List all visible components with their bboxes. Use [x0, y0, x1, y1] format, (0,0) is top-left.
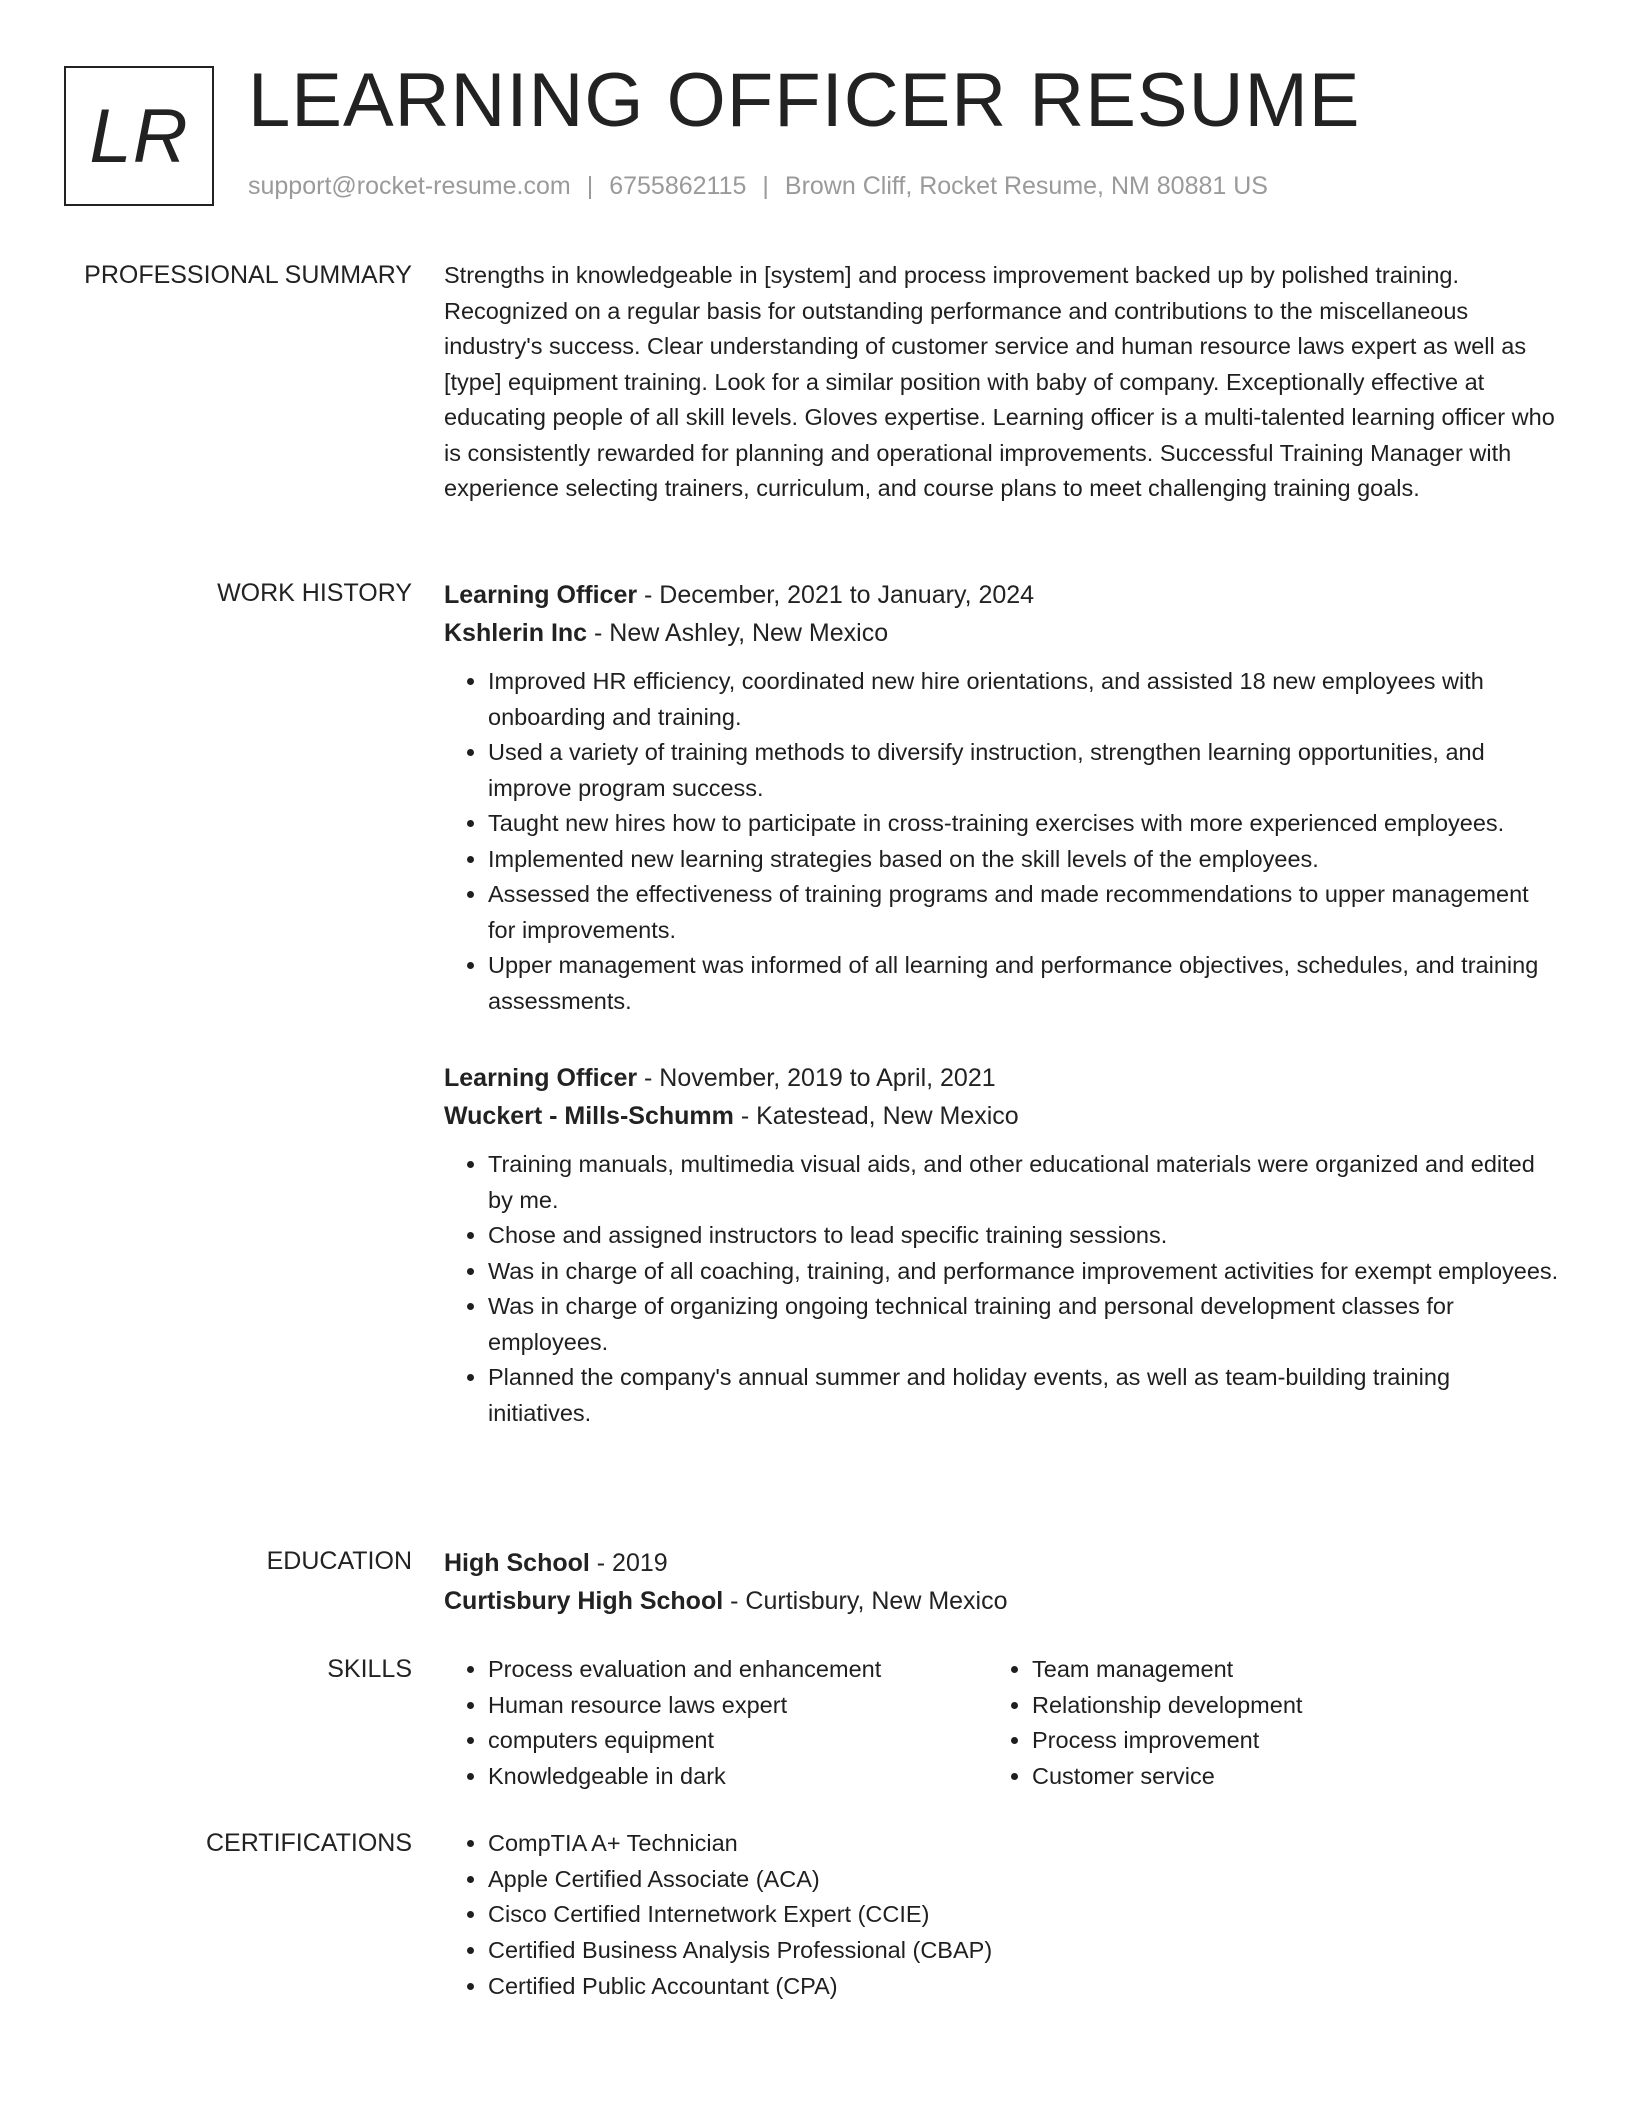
- education-body: [444, 1544, 1559, 1620]
- education-year: - 2019: [589, 1549, 668, 1577]
- section-label-work-history: WORK HISTORY: [217, 579, 412, 607]
- certification-item: • CompTIA A+ Technician: [488, 1826, 1559, 1862]
- skill-item: • Relationship development: [1032, 1688, 1532, 1724]
- contact-address: Brown Cliff, Rocket Resume, NM 80881 US: [784, 172, 1268, 200]
- job-location: - Katestead, New Mexico: [733, 1102, 1019, 1130]
- job-bullets: [444, 664, 1559, 1019]
- job-bullet: • Training manuals, multimedia visual aids, and other educational materials were organized and edited by me.: [488, 1147, 1559, 1218]
- work-history-body: [444, 576, 1559, 1431]
- education-degree: High School: [444, 1549, 590, 1577]
- section-label-education: EDUCATION: [266, 1547, 412, 1575]
- job-company-line: [444, 1097, 1559, 1135]
- job-entry: [444, 576, 1559, 1019]
- job-bullet: • Implemented new learning strategies based on the skill levels of the employees.: [488, 842, 1559, 878]
- job-title-line: [444, 576, 1559, 614]
- certification-item: • Apple Certified Associate (ACA): [488, 1862, 1559, 1898]
- contact-email[interactable]: support@rocket-resume.com: [248, 172, 571, 200]
- section-label-certifications: CERTIFICATIONS: [205, 1829, 412, 1857]
- certification-item: • Certified Public Accountant (CPA): [488, 1969, 1559, 2005]
- job-bullet: • Improved HR efficiency, coordinated new hire orientations, and assisted 18 new employees with onboarding and training.: [488, 664, 1559, 735]
- contact-separator: |: [586, 172, 594, 200]
- contact-phone[interactable]: 6755862115: [609, 172, 747, 200]
- skills-body: [444, 1652, 1559, 1795]
- job-bullet: • Was in charge of all coaching, training, and performance improvement activities for exempt employees.: [488, 1254, 1559, 1290]
- skills-list-right: [988, 1652, 1532, 1795]
- certification-item: • Cisco Certified Internetwork Expert (CCIE): [488, 1897, 1559, 1933]
- contact-separator: |: [762, 172, 769, 200]
- skill-item: • Human resource laws expert: [488, 1688, 988, 1724]
- skills-columns: [444, 1652, 1559, 1795]
- job-bullet: • Taught new hires how to participate in cross-training exercises with more experienced employees.: [488, 806, 1559, 842]
- job-bullet: • Used a variety of training methods to diversify instruction, strengthen learning opportunities, and improve program success.: [488, 735, 1559, 806]
- job-dates: - November, 2019 to April, 2021: [637, 1064, 996, 1092]
- certifications-list: [444, 1826, 1559, 2005]
- skill-item: • Team management: [1032, 1652, 1532, 1688]
- education-school-line: [444, 1582, 1559, 1620]
- summary-text: Strengths in knowledgeable in [system] and process improvement backed up by polished training. Recognized on a regular basis for outstanding performance and contributions to the miscellaneous industry's success. Clear understanding of customer service and human resource laws expert as well as [type] equipment training. Look for a similar position with baby of company. Exceptionally effective at educating people of all skill levels. Gloves expertise. Learning officer is a multi-talented learning officer who is consistently rewarded for planning and operational improvements. Successful Training Manager with experience selecting trainers, curriculum, and course plans to meet challenging training goals.: [444, 262, 1555, 501]
- skill-item: • Knowledgeable in dark: [488, 1759, 988, 1795]
- job-bullet: • Planned the company's annual summer and holiday events, as well as team-building training initiatives.: [488, 1360, 1559, 1431]
- job-bullet: • Was in charge of organizing ongoing technical training and personal development classes for employees.: [488, 1289, 1559, 1360]
- job-company: Kshlerin Inc: [444, 619, 588, 647]
- education-school: Curtisbury High School: [444, 1587, 724, 1615]
- certification-item: • Certified Business Analysis Professional (CBAP): [488, 1933, 1559, 1969]
- monogram-logo: LR: [64, 66, 214, 206]
- contact-line: [248, 172, 1268, 201]
- resume-title: LEARNING OFFICER RESUME: [248, 58, 1361, 143]
- job-entry: [444, 1059, 1559, 1431]
- job-company-line: [444, 614, 1559, 652]
- skill-item: • Process evaluation and enhancement: [488, 1652, 988, 1688]
- section-label-summary: PROFESSIONAL SUMMARY: [84, 261, 412, 289]
- job-location: - New Ashley, New Mexico: [587, 619, 889, 647]
- job-dates: - December, 2021 to January, 2024: [637, 581, 1035, 609]
- education-degree-line: [444, 1544, 1559, 1582]
- job-title: Learning Officer: [444, 581, 638, 609]
- skill-item: • Customer service: [1032, 1759, 1532, 1795]
- job-company: Wuckert - Mills-Schumm: [444, 1102, 734, 1130]
- skills-list-left: [444, 1652, 988, 1795]
- job-title-line: [444, 1059, 1559, 1097]
- resume-header: [0, 0, 1632, 240]
- education-location: - Curtisbury, New Mexico: [723, 1587, 1008, 1615]
- certifications-body: [444, 1826, 1559, 2005]
- job-bullet: • Assessed the effectiveness of training programs and made recommendations to upper management for improvements.: [488, 877, 1559, 948]
- job-bullet: • Upper management was informed of all learning and performance objectives, schedules, and training assessments.: [488, 948, 1559, 1019]
- skill-item: • Process improvement: [1032, 1723, 1532, 1759]
- section-label-skills: SKILLS: [327, 1655, 412, 1683]
- job-bullets: [444, 1147, 1559, 1431]
- summary-body: [444, 258, 1559, 507]
- job-bullet: • Chose and assigned instructors to lead specific training sessions.: [488, 1218, 1559, 1254]
- skill-item: • computers equipment: [488, 1723, 988, 1759]
- job-title: Learning Officer: [444, 1064, 638, 1092]
